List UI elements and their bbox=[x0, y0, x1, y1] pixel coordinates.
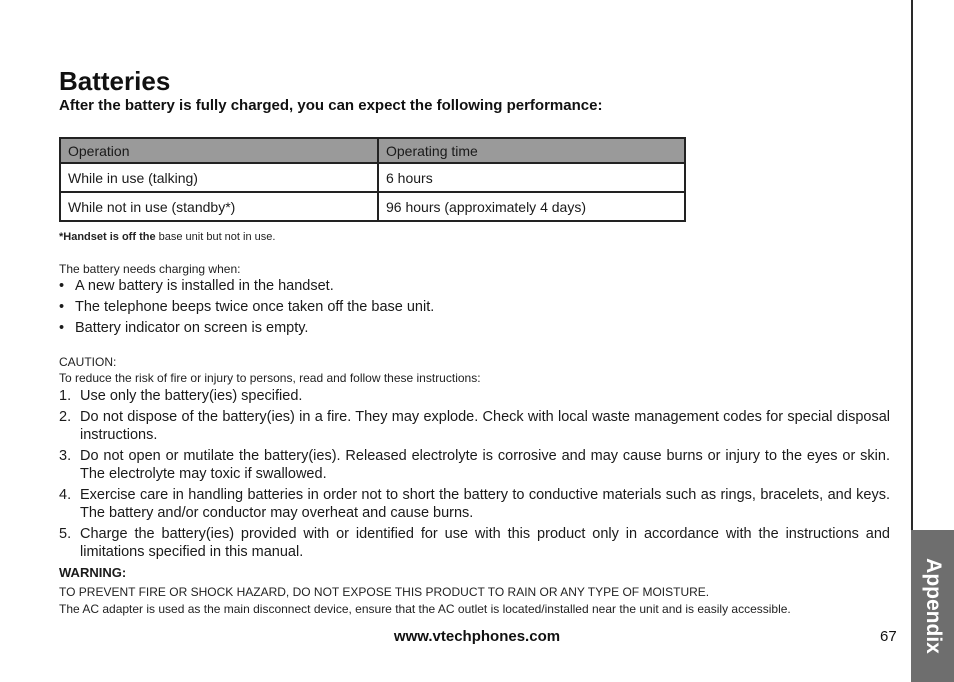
caution-list bbox=[59, 387, 890, 564]
performance-table bbox=[59, 137, 686, 222]
list-item-text: Use only the battery(ies) specified. bbox=[80, 388, 303, 404]
list-number: 1. bbox=[59, 388, 72, 404]
charging-intro: The battery needs charging when: bbox=[59, 262, 241, 276]
table-cell: 96 hours (approximately 4 days) bbox=[378, 192, 685, 221]
list-item-text: Charge the battery(ies) provided with or identified for use with this product only in accordance with the instructions and limitations specified in this manual. bbox=[80, 526, 890, 560]
table-header-cell: Operating time bbox=[378, 138, 685, 163]
list-item-text: Do not open or mutilate the battery(ies). Released electrolyte is corrosive and may cause burns or injury to the eyes or skin. The electrolyte may toxic if swallowed. bbox=[80, 448, 890, 482]
table-row bbox=[60, 163, 685, 192]
list-number: 3. bbox=[59, 448, 72, 464]
warning-line-1: TO PREVENT FIRE OR SHOCK HAZARD, DO NOT EXPOSE THIS PRODUCT TO RAIN OR ANY TYPE OF MOISTURE. bbox=[59, 585, 710, 599]
list-item bbox=[59, 387, 890, 405]
table-cell: While not in use (standby*) bbox=[60, 192, 378, 221]
table-row bbox=[60, 192, 685, 221]
list-number: 2. bbox=[59, 409, 72, 425]
caution-label: CAUTION: bbox=[59, 355, 117, 369]
list-number: 5. bbox=[59, 526, 72, 542]
list-item bbox=[59, 408, 890, 444]
list-item: • The telephone beeps twice once taken off the base unit. bbox=[59, 299, 434, 320]
page-number: 67 bbox=[880, 628, 897, 645]
list-item: • Battery indicator on screen is empty. bbox=[59, 320, 434, 341]
list-number: 4. bbox=[59, 487, 72, 503]
footnote-rest: base unit but not in use. bbox=[155, 231, 276, 243]
list-item bbox=[59, 447, 890, 483]
page-title: Batteries bbox=[59, 66, 171, 96]
charging-list bbox=[59, 278, 434, 341]
footer-url: www.vtechphones.com bbox=[393, 628, 561, 645]
list-item: • A new battery is installed in the handset. bbox=[59, 278, 434, 299]
table-cell: 6 hours bbox=[378, 163, 685, 192]
table-footnote bbox=[59, 231, 275, 243]
side-tab-label: Appendix bbox=[921, 558, 945, 654]
page-subtitle: After the battery is fully charged, you can expect the following performance: bbox=[59, 97, 603, 114]
list-item bbox=[59, 486, 890, 522]
caution-intro: To reduce the risk of fire or injury to persons, read and follow these instructions: bbox=[59, 371, 481, 385]
list-item-text: Do not dispose of the battery(ies) in a fire. They may explode. Check with local waste management codes for special disposal instructions. bbox=[80, 409, 890, 443]
warning-label: WARNING: bbox=[59, 565, 127, 580]
list-item bbox=[59, 525, 890, 561]
list-item-text: Exercise care in handling batteries in order not to short the battery to conductive materials such as rings, bracelets, and keys. The battery and/or conductor may overheat and cause burns. bbox=[80, 487, 890, 521]
warning-line-2: The AC adapter is used as the main disconnect device, ensure that the AC outlet is located/installed near the unit and is easily accessible. bbox=[59, 602, 791, 616]
table-header-cell: Operation bbox=[60, 138, 378, 163]
table-header-row bbox=[60, 138, 685, 163]
table-cell: While in use (talking) bbox=[60, 163, 378, 192]
side-tab-label-wrap bbox=[911, 530, 954, 682]
footnote-bold: *Handset is off the bbox=[59, 231, 156, 243]
